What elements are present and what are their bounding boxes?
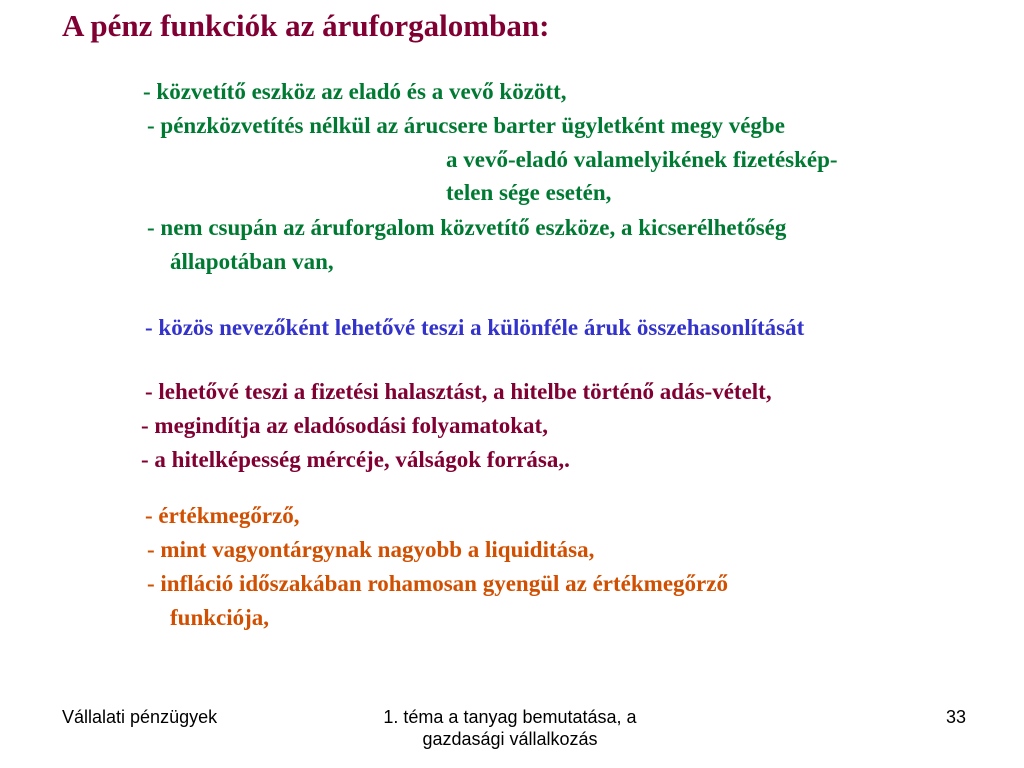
bullet-line-payment-1: - lehetővé teszi a fizetési halasztást, a hitelbe történő adás-vételt,	[145, 379, 772, 404]
bullet-line-measure: - közös nevezőként lehetővé teszi a különféle áruk összehasonlítását	[145, 315, 805, 340]
bullet-line-store-3-cont: funkciója,	[170, 605, 270, 630]
bullet-line-exchange-3-cont: állapotában van,	[170, 249, 334, 274]
bullet-line-exchange-2-cont-1: a vevő-eladó valamelyikének fizetéskép-	[446, 147, 838, 172]
bullet-line-store-1: - értékmegőrző,	[145, 503, 300, 528]
bullet-line-payment-3: - a hitelképesség mércéje, válságok forrása,.	[141, 447, 570, 472]
bullet-line-store-3: - infláció időszakában rohamosan gyengül az értékmegőrző	[147, 571, 728, 596]
bullet-line-payment-2: - megindítja az eladósodási folyamatokat,	[141, 413, 548, 438]
footer-page-number: 33	[945, 707, 966, 727]
footer-course-name: Vállalati pénzügyek	[62, 707, 218, 727]
footer-topic: 1. téma a tanyag bemutatása, a gazdasági vállalkozás	[383, 707, 637, 749]
bullet-line-store-2: - mint vagyontárgynak nagyobb a liquiditása,	[147, 537, 595, 562]
bullet-line-exchange-2: - pénzközvetítés nélkül az árucsere barter ügyletként megy végbe	[147, 113, 785, 138]
bullet-line-exchange-3: - nem csupán az áruforgalom közvetítő eszköze, a kicserélhetőség	[147, 215, 787, 240]
slide-title: A pénz funkciók az áruforgalomban:	[62, 8, 550, 43]
bullet-line-exchange-2-cont-2: telen sége esetén,	[446, 180, 612, 205]
bullet-line-exchange-1: - közvetítő eszköz az eladó és a vevő között,	[143, 79, 567, 104]
